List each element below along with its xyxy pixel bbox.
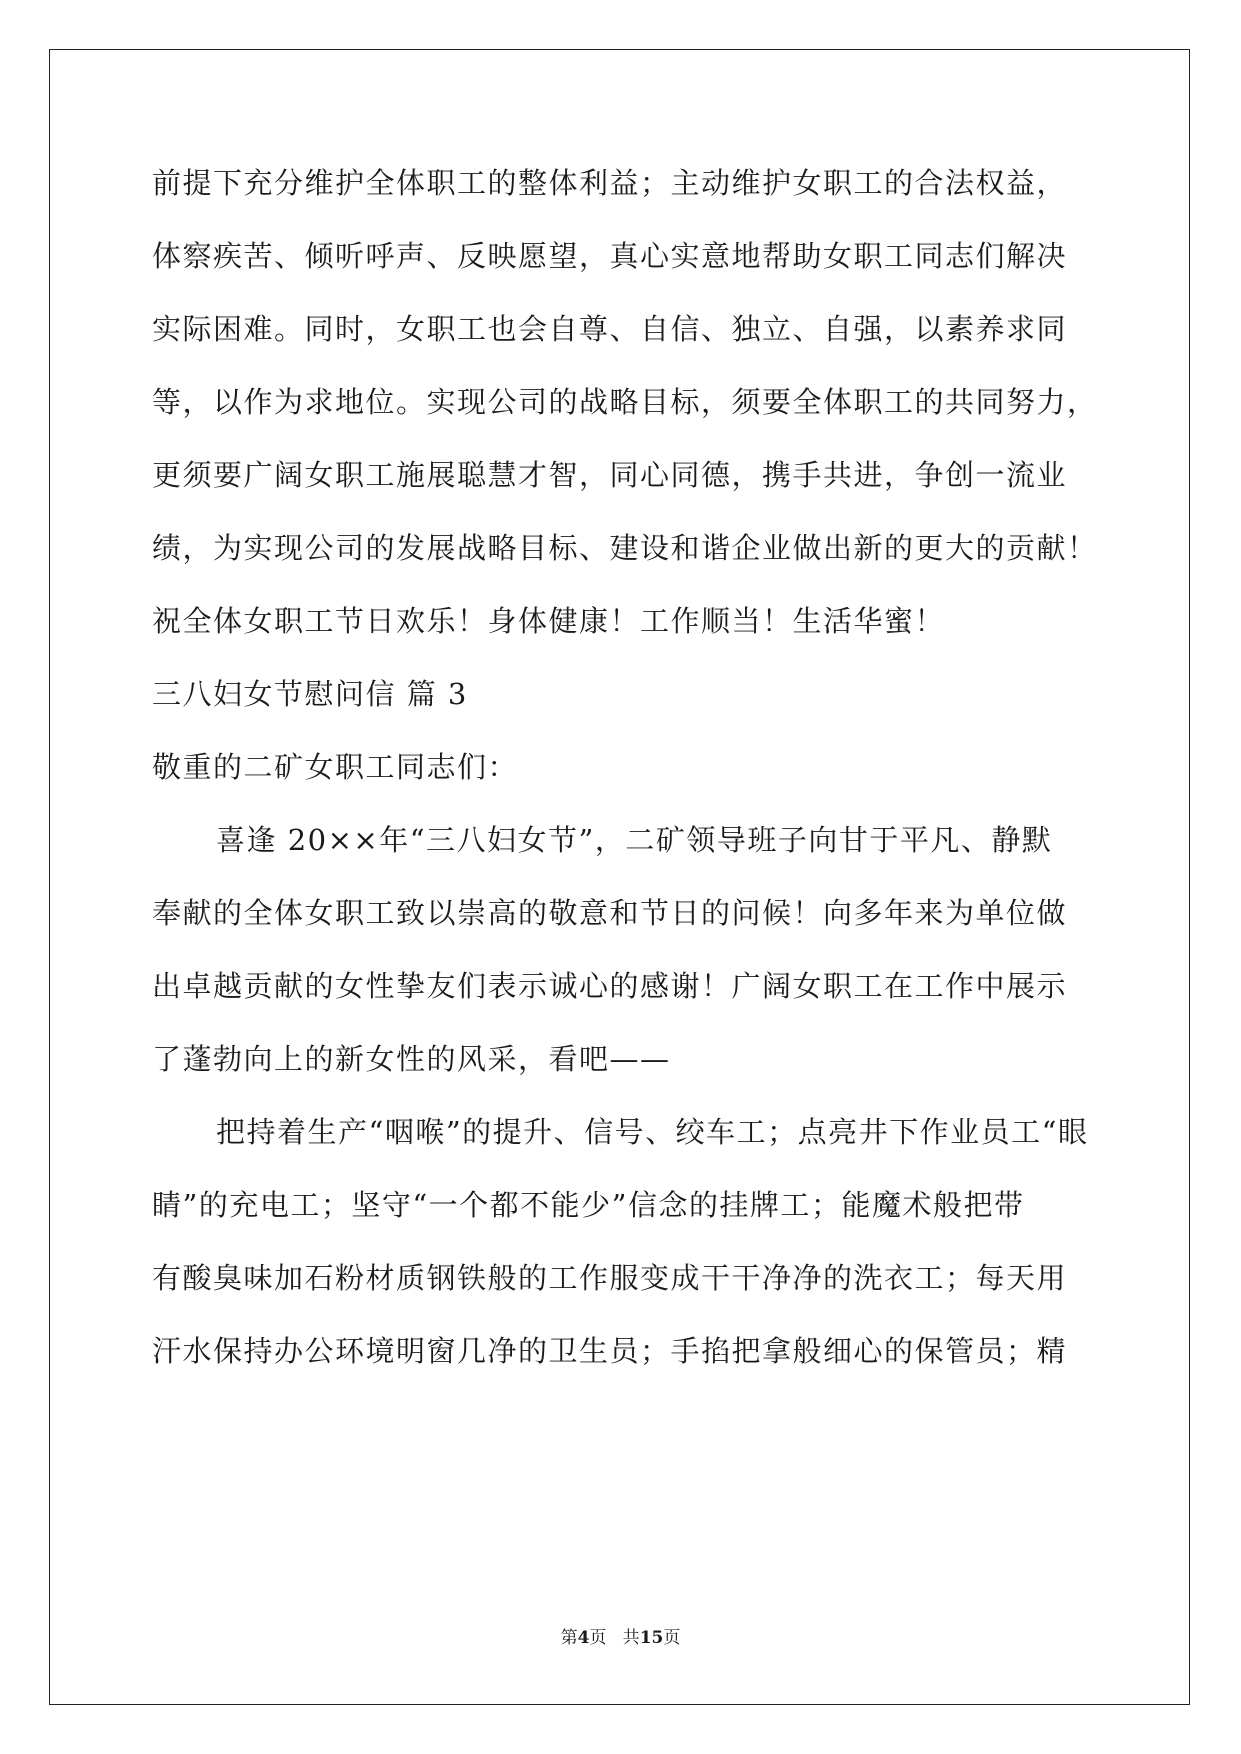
total-page-number: 15 bbox=[639, 1628, 664, 1648]
body-line: 奉献的全体女职工致以崇高的敬意和节日的问候！向多年来为单位做 bbox=[152, 896, 1068, 930]
page-prefix: 第 bbox=[560, 1628, 578, 1648]
body-line: 睛”的充电工；坚守“一个都不能少”信念的挂牌工；能魔术般把带 bbox=[152, 1188, 1025, 1222]
page-mid-text: 页 共 bbox=[589, 1628, 640, 1648]
body-line: 有酸臭味加石粉材质钢铁般的工作服变成干干净净的洗衣工；每天用 bbox=[152, 1261, 1068, 1295]
body-line: 更须要广阔女职工施展聪慧才智，同心同德，携手共进，争创一流业 bbox=[152, 458, 1068, 492]
page-border bbox=[49, 49, 1190, 1705]
section-heading: 三八妇女节慰问信 篇 3 bbox=[152, 677, 468, 711]
body-line: 出卓越贡献的女性挚友们表示诚心的感谢！广阔女职工在工作中展示 bbox=[152, 969, 1068, 1003]
body-line: 等，以作为求地位。实现公司的战略目标，须要全体职工的共同努力， bbox=[152, 385, 1098, 419]
body-line: 祝全体女职工节日欢乐！身体健康！工作顺当！生活华蜜！ bbox=[152, 604, 946, 638]
body-line: 汗水保持办公环境明窗几净的卫生员；手掐把拿般细心的保管员；精 bbox=[152, 1334, 1068, 1368]
body-line: 前提下充分维护全体职工的整体利益；主动维护女职工的合法权益， bbox=[152, 166, 1068, 200]
salutation: 敬重的二矿女职工同志们： bbox=[152, 750, 519, 784]
page-footer bbox=[0, 1626, 1241, 1650]
body-line: 把持着生产“咽喉”的提升、信号、绞车工；点亮井下作业员工“眼 bbox=[216, 1115, 1089, 1149]
body-line: 了蓬勃向上的新女性的风采，看吧—— bbox=[152, 1042, 671, 1076]
page-suffix: 页 bbox=[663, 1628, 681, 1648]
body-line: 喜逢 20××年“三八妇女节”，二矿领导班子向甘于平凡、静默 bbox=[216, 823, 1053, 857]
body-line: 体察疾苦、倾听呼声、反映愿望，真心实意地帮助女职工同志们解决 bbox=[152, 239, 1068, 273]
body-line: 实际困难。同时，女职工也会自尊、自信、独立、自强，以素养求同 bbox=[152, 312, 1068, 346]
current-page-number: 4 bbox=[577, 1628, 590, 1648]
body-line: 绩，为实现公司的发展战略目标、建设和谐企业做出新的更大的贡献！ bbox=[152, 531, 1098, 565]
